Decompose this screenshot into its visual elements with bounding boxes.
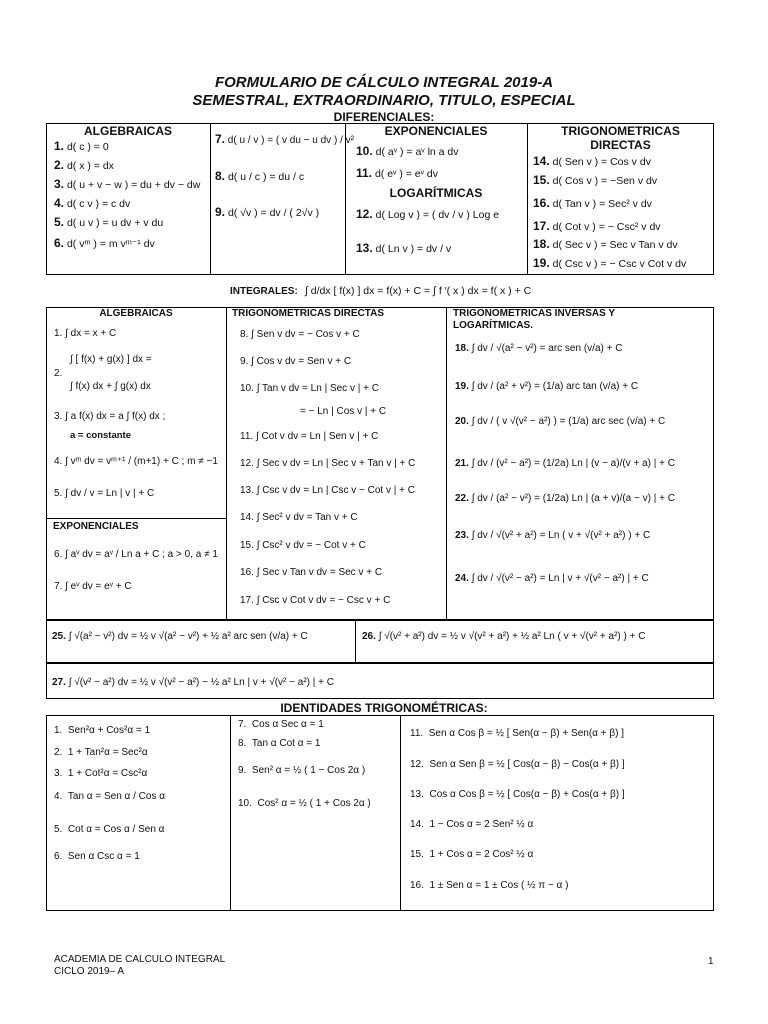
list-item: 24. ∫ dv / √(v² − a²) = Ln | v + √(v² − a²) | + C [455,573,649,584]
integral-definition: ∫ d/dx [ f(x) ] dx = f(x) + C = ∫ f ′( x ) dx = f( x ) + C [305,285,532,297]
list-item: 3. d( u + v − w ) = du + dv − dw [54,177,201,191]
exponenciales-integrales-heading: EXPONENCIALES [53,521,139,532]
list-item: 1. Sen²α + Cos²α = 1 [54,725,151,736]
list-item: 6. d( vᵐ ) = m vᵐ⁻¹ dv [54,236,155,250]
diferenciales-heading: DIFERENCIALES: [333,110,435,124]
list-item: 15. 1 + Cos α = 2 Cos² ½ α [410,849,534,860]
list-item: 6. ∫ aᵛ dv = aᵛ / Ln a + C ; a > 0, a ≠ 1 [54,549,218,560]
list-item: 16. d( Tan v ) = Sec² v dv [533,196,652,210]
list-item: 4. ∫ vᵐ dv = vᵐ⁺¹ / (m+1) + C ; m ≠ −1 [54,456,218,467]
list-item: 7. Cos α Sec α = 1 [238,719,324,730]
list-item: 14. d( Sen v ) = Cos v dv [533,154,651,168]
directas-heading: DIRECTAS [590,138,651,152]
list-item: 8. Tan α Cot α = 1 [238,738,321,749]
list-item: 5. ∫ dv / v = Ln | v | + C [54,488,155,499]
list-item: 11. ∫ Cot v dv = Ln | Sen v | + C [240,431,379,442]
list-item: 5. Cot α = Cos α / Sen α [54,824,165,835]
list-item: 22. ∫ dv / (a² − v²) = (1/2a) Ln | (a + v)/(a − v) | + C [455,493,675,504]
list-item: 20. ∫ dv / ( v √(v² − a²) ) = (1/a) arc sec (v/a) + C [455,416,666,427]
list-item: 1. d( c ) = 0 [54,139,109,153]
list-item: 9. Sen² α = ½ ( 1 − Cos 2α ) [238,765,366,776]
list-item: 12. ∫ Sec v dv = Ln | Sec v + Tan v | + C [240,458,416,469]
list-item: 7. d( u / v ) = ( v du − u dv ) / v² [215,132,354,146]
list-item: 12. d( Log v ) = ( dv / v ) Log e [356,207,500,221]
list-item: 17. ∫ Csc v Cot v dv = − Csc v + C [240,595,391,606]
algebraicas-diferenciales-heading: ALGEBRAICAS [83,124,172,138]
list-item: 9. ∫ Cos v dv = Sen v + C [240,356,352,367]
list-item: 6. Sen α Csc α = 1 [54,851,140,862]
list-item: 2. [54,368,63,379]
list-item: 13. d( Ln v ) = dv / v [356,241,452,255]
list-item: 11. d( eᵛ ) = eᵛ dv [356,166,439,180]
list-item: 2. 1 + Tan²α = Sec²α [54,747,148,758]
list-item: 4. d( c v ) = c dv [54,196,131,210]
footer-ciclo: CICLO 2019– A [54,966,125,977]
column-divider [230,715,231,911]
footer-academia: ACADEMIA DE CALCULO INTEGRAL [54,954,226,965]
list-item: 1. ∫ dx = x + C [54,328,117,339]
list-item: 10. d( aᵛ ) = aᵛ ln a dv [356,144,459,158]
trig-directas-heading: TRIGONOMETRICAS DIRECTAS [232,308,385,319]
integrales-label: INTEGRALES: [230,286,298,297]
list-item: 19. ∫ dv / (a² + v²) = (1/a) arc tan (v/a) + C [455,381,639,392]
list-item: 25. ∫ √(a² − v²) dv = ½ v √(a² − v²) + ½ a² arc sen (v/a) + C [52,631,308,642]
list-item: 16. 1 ± Sen α = 1 ± Cos ( ½ π − α ) [410,880,569,891]
list-item: 3. 1 + Cot²α = Csc²α [54,768,148,779]
row-divider [46,518,226,519]
column-divider [226,307,227,620]
list-item: 14. 1 − Cos α = 2 Sen² ½ α [410,819,534,830]
document-title: FORMULARIO DE CÁLCULO INTEGRAL 2019-A [214,74,554,91]
identidades-table [46,715,714,911]
trigonometricas-diferenciales-heading: TRIGONOMETRICAS [561,124,680,138]
list-item: 3. ∫ a f(x) dx = a ∫ f(x) dx ; [54,411,166,422]
list-item: 15. d( Cos v ) = −Sen v dv [533,173,658,187]
list-item: 8. ∫ Sen v dv = − Cos v + C [240,329,360,340]
list-item: 9. d( √v ) = dv / ( 2√v ) [215,205,320,219]
list-item: 27. ∫ √(v² − a²) dv = ½ v √(v² − a²) − ½ a² Ln | v + √(v² − a²) | + C [52,677,334,688]
column-divider [446,307,447,620]
list-item: 10. ∫ Tan v dv = Ln | Sec v | + C [240,383,379,394]
list-item: 11. Sen α Cos β = ½ [ Sen(α − β) + Sen(α + β) ] [410,728,624,739]
list-item: 7. ∫ eᵛ dv = eᵛ + C [54,581,132,592]
list-item: 13. ∫ Csc v dv = Ln | Csc v − Cot v | + C [240,485,415,496]
list-item: 13. Cos α Cos β = ½ [ Cos(α − β) + Cos(α + β) ] [410,789,625,800]
identidades-heading: IDENTIDADES TRIGONOMÉTRICAS: [280,701,488,715]
trig-inversas-heading: TRIGONOMETRICAS INVERSAS Y [453,308,616,319]
list-item: 18. d( Sec v ) = Sec v Tan v dv [533,237,678,251]
list-item: 2. d( x ) = dx [54,158,114,172]
algebraicas-integrales-heading: ALGEBRAICAS [99,308,173,319]
list-item: 21. ∫ dv / (v² − a²) = (1/2a) Ln | (v − a)/(v + a) | + C [455,458,675,469]
list-item: 23. ∫ dv / √(v² + a²) = Ln ( v + √(v² + a²) ) + C [455,530,651,541]
exponenciales-diferenciales-heading: EXPONENCIALES [384,124,488,138]
logaritmicas-diferenciales-heading: LOGARÍTMICAS [389,186,483,200]
list-item: ∫ f(x) dx + ∫ g(x) dx [70,381,151,392]
page-number: 1 [708,956,714,967]
list-item: 5. d( u v ) = u dv + v du [54,215,164,229]
list-item: 12. Sen α Sen β = ½ [ Cos(α − β) − Cos(α + β) ] [410,759,625,770]
column-divider [355,620,356,663]
list-item: 8. d( u / c ) = du / c [215,169,305,183]
list-item: 10. Cos² α = ½ ( 1 + Cos 2α ) [238,798,371,809]
list-item: 4. Tan α = Sen α / Cos α [54,791,166,802]
list-item: ∫ [ f(x) + g(x) ] dx = [70,354,152,365]
list-item: 16. ∫ Sec v Tan v dv = Sec v + C [240,567,383,578]
logaritmicas-integrales-heading: LOGARÍTMICAS. [453,320,533,331]
list-item: 14. ∫ Sec² v dv = Tan v + C [240,512,358,523]
list-item: 26. ∫ √(v² + a²) dv = ½ v √(v² + a²) + ½ a² Ln ( v + √(v² + a²) ) + C [362,631,646,642]
document-subtitle: SEMESTRAL, EXTRAORDINARIO, TITULO, ESPECIAL [192,92,576,109]
column-divider [210,123,211,275]
constante-note: a = constante [70,430,131,441]
list-item: = − Ln | Cos v | + C [300,406,387,417]
list-item: 18. ∫ dv / √(a² − v²) = arc sen (v/a) + C [455,343,623,354]
list-item: 15. ∫ Csc² v dv = − Cot v + C [240,540,366,551]
column-divider [400,715,401,911]
list-item: 19. d( Csc v ) = − Csc v Cot v dv [533,256,687,270]
list-item: 17. d( Cot v ) = − Csc² v dv [533,219,661,233]
